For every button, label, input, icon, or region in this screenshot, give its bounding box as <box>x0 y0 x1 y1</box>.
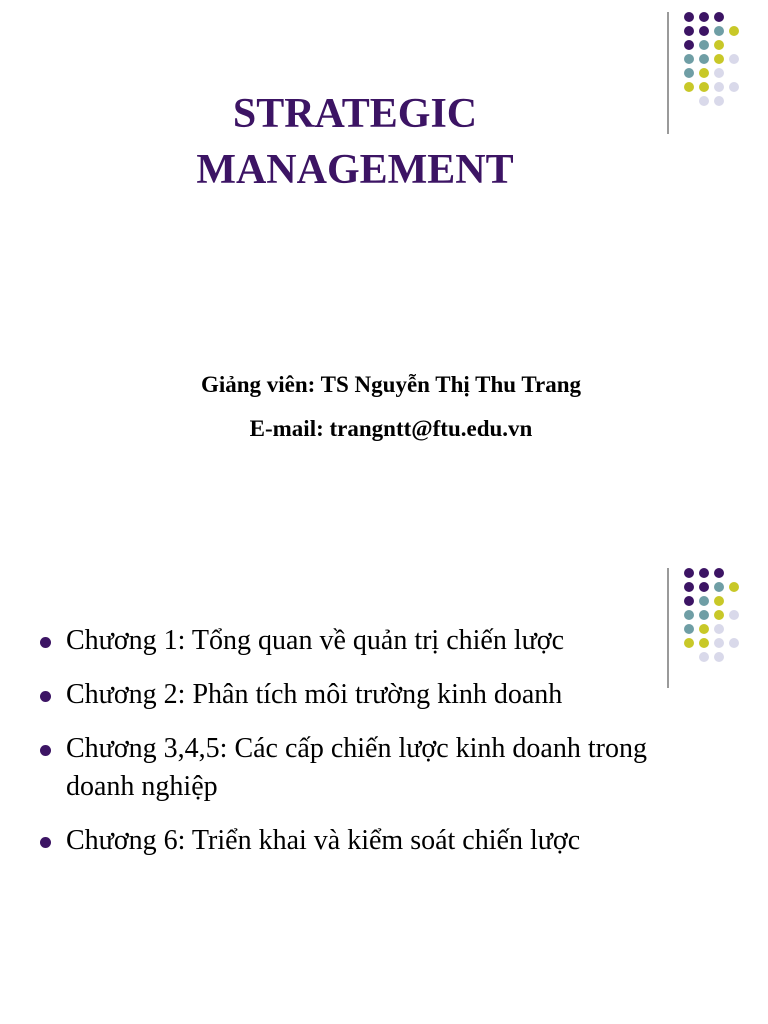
list-item <box>40 730 700 806</box>
decorative-dot <box>684 582 694 592</box>
decorative-dot <box>714 652 724 662</box>
decorative-dot <box>684 54 694 64</box>
decorative-dot <box>699 54 709 64</box>
list-item <box>40 622 700 660</box>
decorative-dot <box>714 624 724 634</box>
decorative-dot <box>699 26 709 36</box>
decorative-dot <box>684 610 694 620</box>
decorative-dot <box>714 40 724 50</box>
decorative-dot <box>684 568 694 578</box>
decorative-dot <box>714 596 724 606</box>
list-item <box>40 822 700 860</box>
decorative-dot <box>714 12 724 22</box>
decorative-dot <box>699 82 709 92</box>
slide-title-heading <box>150 86 560 198</box>
bullet-dot-icon <box>40 745 51 756</box>
decorative-dot <box>684 40 694 50</box>
decorative-dot <box>684 68 694 78</box>
decorative-dot <box>729 582 739 592</box>
list-item <box>40 676 700 714</box>
decorative-dot <box>684 12 694 22</box>
decorative-dot <box>714 26 724 36</box>
decorative-dot <box>699 568 709 578</box>
slide-outline <box>0 512 768 1024</box>
decorative-dot <box>699 652 709 662</box>
decorative-dot <box>699 12 709 22</box>
decorative-dot <box>684 82 694 92</box>
title-line-2: MANAGEMENT <box>196 147 514 193</box>
decorative-dot <box>699 96 709 106</box>
bullet-dot-icon <box>40 691 51 702</box>
list-item-text: Chương 2: Phân tích môi trường kinh doanh <box>66 679 563 710</box>
decorative-dot <box>729 610 739 620</box>
decorative-dot <box>699 610 709 620</box>
decorative-dot <box>714 54 724 64</box>
decorative-dot <box>714 82 724 92</box>
list-item-text: Chương 1: Tổng quan về quản trị chiến lược <box>66 625 565 656</box>
decorative-dot <box>729 26 739 36</box>
lecturer-name: Giảng viên: TS Nguyễn Thị Thu Trang <box>200 372 582 397</box>
title-line-1: STRATEGIC <box>232 91 478 137</box>
decorative-dot <box>699 582 709 592</box>
decorative-dot <box>699 638 709 648</box>
decorative-dot <box>714 638 724 648</box>
bullet-dot-icon <box>40 837 51 848</box>
list-item-text: Chương 6: Triển khai và kiểm soát chiến lược <box>66 825 581 856</box>
decorative-dot <box>714 96 724 106</box>
decorative-dot <box>699 40 709 50</box>
decorative-dot <box>729 54 739 64</box>
bullet-dot-icon <box>40 637 51 648</box>
chapter-list <box>40 622 700 876</box>
decorative-dot <box>714 582 724 592</box>
decorative-dot <box>714 68 724 78</box>
list-item-text: Chương 3,4,5: Các cấp chiến lược kinh doanh trong doanh nghiệp <box>66 733 647 802</box>
decorative-dot <box>729 82 739 92</box>
decorative-dot-grid <box>684 12 764 122</box>
lecturer-email: E-mail: trangntt@ftu.edu.vn <box>249 416 533 441</box>
decorative-dot <box>699 596 709 606</box>
decorative-divider <box>667 12 669 134</box>
decorative-dot <box>714 610 724 620</box>
decorative-dot <box>684 596 694 606</box>
decorative-dot <box>729 638 739 648</box>
decorative-dot <box>714 568 724 578</box>
decorative-dot <box>699 68 709 78</box>
decorative-dot <box>699 624 709 634</box>
decorative-dot <box>684 26 694 36</box>
